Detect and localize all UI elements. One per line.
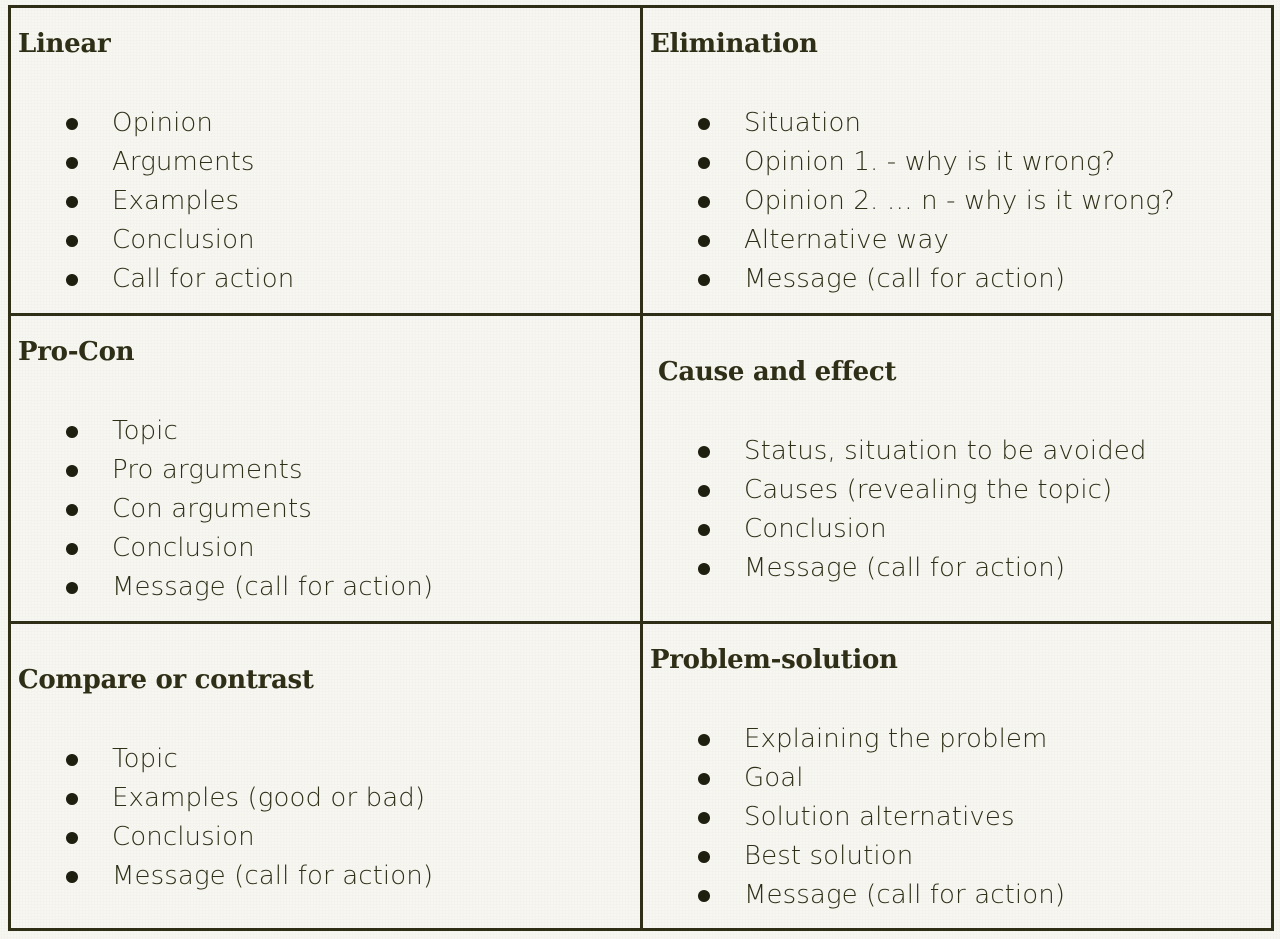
section-problem-solution [643, 624, 1271, 928]
bullet-icon [66, 465, 78, 477]
list-item: Message (call for action) [698, 876, 1065, 915]
bullet-icon [698, 734, 710, 746]
bullet-icon [698, 812, 710, 824]
list-item: Topic [66, 740, 433, 779]
list-item: Message (call for action) [698, 549, 1147, 588]
section-title: Cause and effect [658, 357, 897, 387]
list-item: Opinion [66, 104, 294, 143]
list-item: Situation [698, 104, 1175, 143]
bullet-icon [698, 485, 710, 497]
section-title: Pro-Con [18, 337, 135, 367]
bullet-icon [698, 118, 710, 130]
bullet-icon [66, 793, 78, 805]
list-item: Causes (revealing the topic) [698, 471, 1147, 510]
list-item: Examples (good or bad) [66, 779, 433, 818]
item-list [66, 740, 433, 896]
list-item: Examples [66, 182, 294, 221]
item-list [698, 432, 1147, 588]
item-list [698, 104, 1175, 299]
list-item: Status, situation to be avoided [698, 432, 1147, 471]
bullet-icon [66, 871, 78, 883]
bullet-icon [698, 773, 710, 785]
list-item: Arguments [66, 143, 294, 182]
bullet-icon [66, 504, 78, 516]
bullet-icon [66, 157, 78, 169]
list-item: Alternative way [698, 221, 1175, 260]
bullet-icon [698, 563, 710, 575]
bullet-icon [66, 426, 78, 438]
list-item: Best solution [698, 837, 1065, 876]
bullet-icon [698, 235, 710, 247]
section-title: Problem-solution [650, 645, 898, 675]
section-compare-or-contrast [11, 624, 643, 928]
list-item: Message (call for action) [698, 260, 1175, 299]
bullet-icon [698, 196, 710, 208]
bullet-icon [698, 524, 710, 536]
structure-table [8, 5, 1274, 931]
section-elimination [643, 8, 1271, 316]
item-list [66, 412, 433, 607]
list-item: Goal [698, 759, 1065, 798]
bullet-icon [66, 274, 78, 286]
bullet-icon [66, 543, 78, 555]
bullet-icon [698, 851, 710, 863]
list-item: Solution alternatives [698, 798, 1065, 837]
list-item: Pro arguments [66, 451, 433, 490]
bullet-icon [698, 274, 710, 286]
list-item: Conclusion [66, 221, 294, 260]
section-cause-and-effect [643, 316, 1271, 624]
bullet-icon [66, 196, 78, 208]
list-item: Message (call for action) [66, 568, 433, 607]
item-list [66, 104, 294, 299]
list-item: Con arguments [66, 490, 433, 529]
list-item: Explaining the problem [698, 720, 1065, 759]
item-list [698, 720, 1065, 915]
section-title: Linear [18, 29, 111, 59]
bullet-icon [698, 890, 710, 902]
bullet-icon [698, 157, 710, 169]
list-item: Topic [66, 412, 433, 451]
list-item: Conclusion [698, 510, 1147, 549]
bullet-icon [66, 832, 78, 844]
list-item: Message (call for action) [66, 857, 433, 896]
list-item: Call for action [66, 260, 294, 299]
bullet-icon [66, 235, 78, 247]
bullet-icon [66, 118, 78, 130]
section-title: Compare or contrast [18, 665, 314, 695]
list-item: Opinion 1. - why is it wrong? [698, 143, 1175, 182]
list-item: Conclusion [66, 818, 433, 857]
list-item: Opinion 2. … n - why is it wrong? [698, 182, 1175, 221]
bullet-icon [698, 446, 710, 458]
section-pro-con [11, 316, 643, 624]
list-item: Conclusion [66, 529, 433, 568]
bullet-icon [66, 582, 78, 594]
section-title: Elimination [650, 29, 818, 59]
bullet-icon [66, 754, 78, 766]
section-linear [11, 8, 643, 316]
